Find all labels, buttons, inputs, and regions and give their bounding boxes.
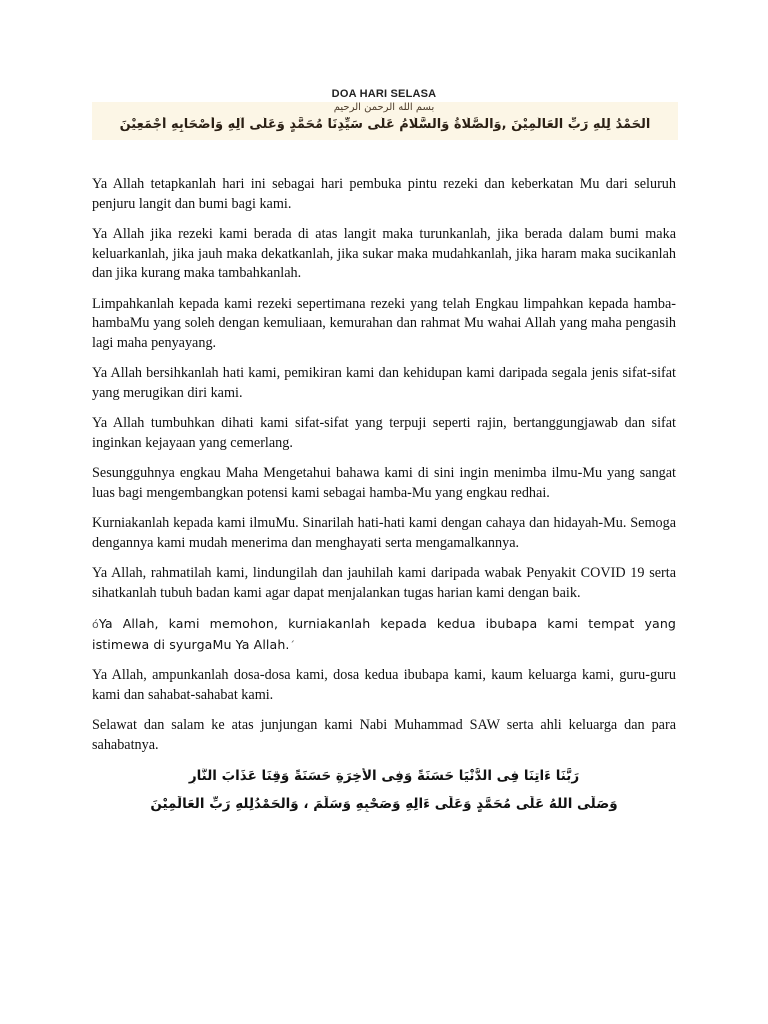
closing-arabic-line-1: رَبَّنَا ءَاتِنَا فِى الدُّنْيَا حَسَنَةً وَفِى الأَخِرَةِ حَسَنَةً وَقِنَا عَذَابَ النَّارِ [188,768,580,784]
document-title: DOA HARI SELASA [331,88,437,100]
prayer-paragraph: Ya Allah bersihkanlah hati kami, pemikiran kami dan kehidupan kami daripada segala jenis sifat-sifat yang merugikan diri kami. [92,365,676,401]
prayer-paragraph: Selawat dan salam ke atas junjungan kami Nabi Muhammad SAW serta ahli keluarga dan para sahabatnya. [92,717,676,753]
prayer-paragraph: Ya Allah jika rezeki kami berada di atas langit maka turunkanlah, jika berada dalam bumi maka keluarkanlah, jika jauh maka dekatkanlah, jika sukar maka mudahkanlah, jika haram maka sucikanlah dan jika kurang maka tambahkanlah. [92,226,676,281]
prayer-paragraph: Ya Allah, rahmatilah kami, lindungilah dan jauhilah kami daripada wabak Penyakit COVID 19 serta sihatkanlah tubuh badan kami agar dapat menjalankan tugas harian kami dengan baik. [92,565,676,601]
parents-prayer-paragraph [92,614,676,655]
prayer-paragraph: Kurniakanlah kepada kami ilmuMu. Sinarilah hati-hati kami dengan cahaya dan hidayah-Mu. Semoga dengannya kami mudah menerima dan menghayati serta mengamalkannya. [92,515,676,551]
lead-mark: ό [92,618,99,631]
prayer-body [92,175,676,766]
prayer-paragraph: Ya Allah, ampunkanlah dosa-dosa kami, dosa kedua ibubapa kami, kaum keluarga kami, guru-guru kami dan sahabat-sahabat kami. [92,667,676,703]
prayer-paragraph: Ya Allah tetapkanlah hari ini sebagai hari pembuka pintu rezeki dan keberkatan Mu dari seluruh penjuru langit dan bumi bagi kami. [92,176,676,212]
opening-arabic-praise: اَلْحَمْدُ لِلّٰهِ رَبِّ الْعَالَمِيْنَ ,وَالصَّلَاةُ وَالسَّلَامُ عَلَى سَيِّدِنَا مُحَمَّدٍ وَعَلَى آلِهِ وَأَصْحَابِهِ أَجْمَعِيْنَ [119,117,651,132]
trail-mark: ΄ [289,638,296,652]
basmala: بسم الله الرحمن الرحيم [333,102,435,113]
parents-prayer-text: Ya Allah, kami memohon, kurniakanlah kepada kedua ibubapa kami tempat yang istimewa di syurgaMu Ya Allah. [92,616,676,652]
prayer-paragraph: Sesungguhnya engkau Maha Mengetahui bahawa kami di sini ingin menimba ilmu-Mu yang sangat luas bagi mengembangkan potensi kami sebagai hamba-Mu yang engkau redhai. [92,465,676,501]
closing-arabic-line-2: وَصَلَّى اللهُ عَلَى مُحَمَّدٍ وَعَلَى ءَالِهِ وَصَحْبِهِ وَسَلَّمَ ، وَالحَمْدُلِلهِ رَبِّ العَالَمِيْنَ [150,796,618,812]
prayer-paragraph: Limpahkanlah kepada kami rezeki sepertimana rezeki yang telah Engkau limpahkan kepada hamba-hambaMu yang soleh dengan kemuliaan, kemurahan dan rahmat Mu wahai Allah yang maha pengasih lagi maha penyayang. [92,295,676,351]
prayer-paragraph: Ya Allah tumbuhkan dihati kami sifat-sifat yang terpuji seperti rajin, bertanggungjawab dan sifat inginkan kejayaan yang cemerlang. [92,415,676,451]
